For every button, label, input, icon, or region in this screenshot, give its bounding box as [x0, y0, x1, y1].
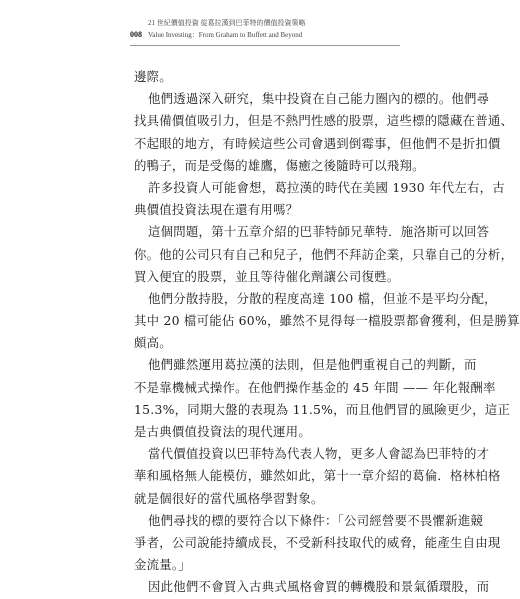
running-header	[130, 18, 400, 46]
header-title-row	[130, 29, 400, 41]
text-line: 爭者，公司說能持續成長，不受新科技取代的威脅，能產生自由現	[134, 534, 501, 550]
text-line: 找具備價值吸引力，但是不熱門性感的股票，這些標的隱藏在普通、	[134, 113, 514, 129]
text-line: 他們分散持股，分散的程度高達 100 檔，但並不是平均分配，	[148, 290, 497, 306]
text-line: 其中 20 檔可能佔 60%，雖然不見得每一檔股票都會獲利，但是勝算	[134, 313, 520, 329]
text-line: 他們透過深入研究，集中投資在自己能力圈內的標的。他們尋	[148, 91, 490, 107]
text-line: 你。他的公司只有自己和兒子，他們不拜訪企業，只靠自己的分析，	[134, 246, 514, 262]
page-number: 008	[130, 30, 142, 39]
text-line: 華和風格無人能模仿，雖然如此，第十一章介紹的葛倫．格林柏格	[134, 468, 501, 484]
text-line: 他們尋找的標的要符合以下條件：「公司經營要不畏懼新進競	[148, 512, 484, 528]
text-line: 就是個很好的當代風格學習對象。	[134, 490, 324, 506]
text-line: 15.3%，同期大盤的表現為 11.5%，而且他們冒的風險更少，這正	[134, 401, 511, 417]
header-rule	[130, 45, 400, 46]
text-line: 典價值投資法現在還有用嗎？	[134, 202, 299, 218]
header-series-line: 21 世紀價值投資 從葛拉漢到巴菲特的價值投資策略	[148, 19, 306, 27]
header-english-title: Value Investing：From Graham to Buffett and Beyond	[148, 31, 303, 39]
text-line: 是古典價值投資法的現代運用。	[134, 424, 311, 439]
text-line: 買入便宜的股票，並且等待催化劑讓公司復甦。	[134, 268, 400, 284]
text-line: 許多投資人可能會想，葛拉漢的時代在美國 1930 年代左右，古	[148, 179, 505, 195]
text-line: 頗高。	[134, 335, 172, 351]
text-line: 不起眼的地方，有時候這些公司會遇到倒霉事，但他們不是折扣價	[134, 135, 501, 151]
text-line: 邊際。	[134, 69, 172, 84]
text-line: 當代價值投資以巴菲特為代表人物，更多人會認為巴菲特的才	[148, 446, 490, 462]
header-series-row	[130, 18, 400, 29]
text-line: 的鴨子，而是受傷的雄鷹，傷癒之後隨時可以飛翔。	[134, 157, 425, 173]
text-line: 他們雖然運用葛拉漢的法則，但是他們重視自己的判斷，而	[148, 357, 477, 373]
body-text	[134, 66, 520, 599]
text-line: 金流量。」	[134, 557, 192, 573]
text-line: 因此他們不會買入古典式風格會買的轉機股和景氣循環股，而	[148, 579, 490, 595]
text-line: 不是靠機械式操作。在他們操作基金的 45 年間 —— 年化報酬率	[134, 379, 496, 395]
text-line: 這個問題，第十五章介紹的巴菲特師兄華特．施洛斯可以回答	[148, 224, 490, 240]
